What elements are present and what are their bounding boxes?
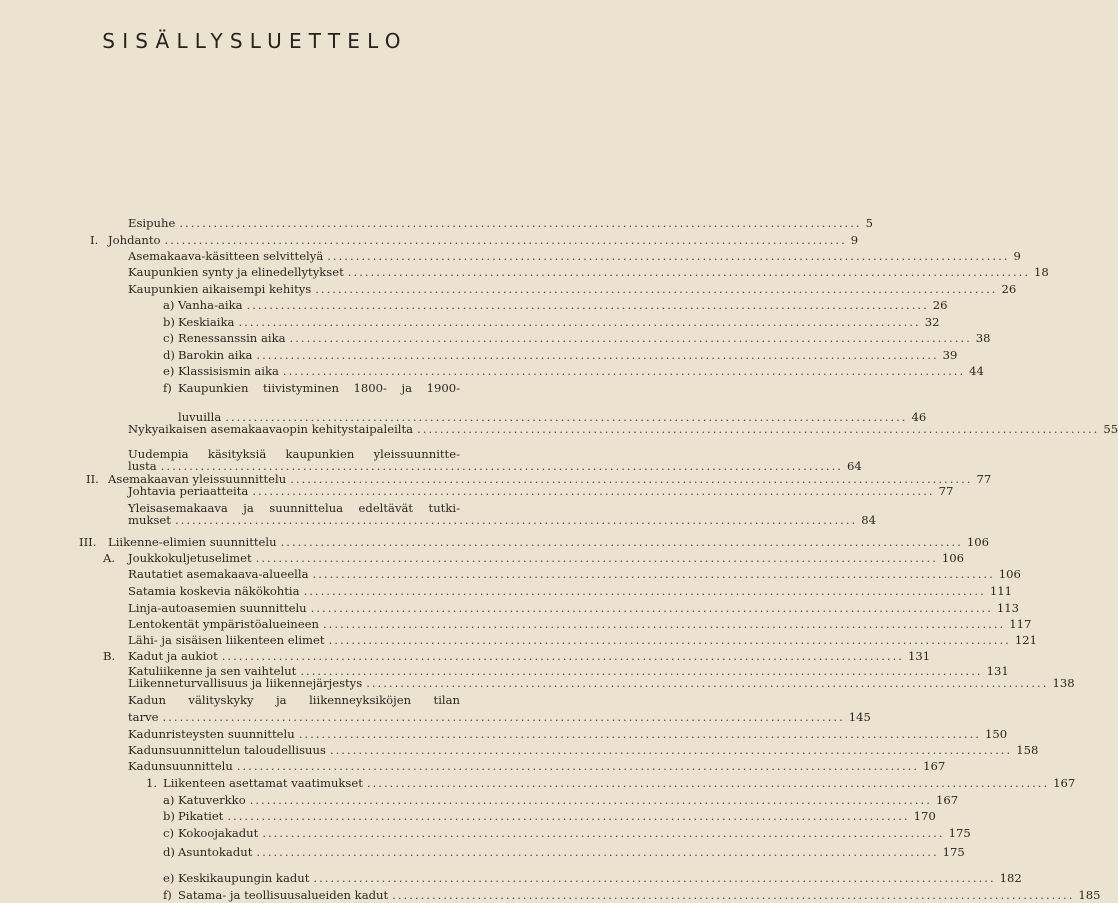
page-number: 182 (999, 871, 1022, 886)
toc-entry (178, 314, 940, 330)
leader-dots: ........................................................................................................................ (313, 871, 996, 886)
leader-dots: ........................................................................................................................ (162, 710, 845, 724)
leader-dots: ........................................................................................................................ (160, 459, 843, 473)
entry-label: Lähi- ja sisäisen liikenteen elimet (128, 633, 325, 647)
entry-label: Barokin aika (178, 348, 253, 362)
toc-entry (178, 347, 958, 363)
leader-dots: ........................................................................................................................ (366, 776, 1050, 790)
entry-label: Vanha-aika (178, 298, 243, 312)
page-number: 84 (861, 513, 876, 527)
entry-label: Satama- ja teollisuusalueiden kadut (178, 888, 389, 902)
entry-label: Kaupunkien aikaisempi kehitys (128, 282, 312, 296)
toc-entry (178, 792, 959, 808)
toc-entry (128, 742, 1039, 758)
page-number: 175 (948, 826, 971, 840)
page-number: 44 (969, 364, 984, 378)
page-number: 138 (1052, 676, 1075, 690)
leader-dots: ........................................................................................................................ (303, 584, 986, 598)
entry-label: Joukkokuljetuselimet (128, 551, 252, 565)
entry-number: B. (103, 649, 116, 663)
toc-entry (128, 215, 873, 231)
entry-label: Johtavia periaatteita (128, 484, 249, 498)
entry-label: Satamia koskevia näkökohtia (128, 584, 300, 598)
entry-label: Liikenne-elimien suunnittelu (108, 535, 277, 549)
entry-label: Klassisismin aika (178, 364, 279, 378)
leader-dots: ........................................................................................................................ (298, 727, 981, 741)
leader-dots: ........................................................................................................................ (310, 601, 993, 615)
entry-label: Liikenteen asettamat vaatimukset (163, 776, 363, 790)
page-title: SISÄLLYSLUETTELO (102, 29, 408, 53)
toc-entry (178, 808, 936, 824)
leader-dots: ........................................................................................................................ (322, 617, 1006, 631)
toc-entry (128, 421, 1118, 437)
entry-number: II. (86, 472, 99, 486)
page-number: 121 (1014, 633, 1037, 647)
leader-dots: ........................................................................................................................ (282, 364, 966, 378)
toc-entry (128, 583, 1012, 599)
leader-dots: ........................................................................................................................ (256, 845, 939, 859)
entry-label: Kadunristeysten suunnittelu (128, 727, 295, 741)
entry-label: Asemakaavan yleissuunnittelu (108, 472, 287, 486)
entry-number: I. (90, 233, 99, 247)
page-number: 9 (850, 233, 859, 247)
entry-label: Kaupunkien synty ja elinedellytykset (128, 265, 344, 279)
toc-entry (178, 887, 1101, 903)
leader-dots: ........................................................................................................................ (221, 649, 904, 663)
entry-number: 1. (146, 776, 158, 790)
toc-entry (178, 870, 1022, 886)
leader-dots: ........................................................................................................................ (290, 472, 973, 486)
leader-dots: ........................................................................................................................ (312, 567, 995, 581)
page-number: 106 (998, 567, 1021, 581)
page-number: 111 (989, 584, 1012, 598)
toc-entry (128, 632, 1037, 648)
page-number: 77 (938, 484, 954, 498)
leader-dots: ........................................................................................................................ (252, 484, 935, 498)
entry-number: e) (163, 871, 175, 886)
toc-entry (128, 648, 931, 664)
toc-entry (128, 483, 954, 499)
entry-label: Asemakaava-käsitteen selvittelyä (128, 249, 324, 263)
entry-number: a) (163, 793, 175, 807)
entry-number: b) (163, 315, 175, 329)
leader-dots: ........................................................................................................................ (164, 233, 847, 247)
leader-dots: ........................................................................................................................ (347, 265, 1031, 279)
entry-label: Kadunsuunnittelun taloudellisuus (128, 743, 326, 757)
entry-number: a) (163, 298, 175, 312)
toc-entry (178, 363, 984, 379)
entry-number: c) (163, 331, 175, 345)
page-number: 18 (1034, 265, 1049, 279)
page-number: 185 (1078, 888, 1101, 902)
entry-label-continuation: tarve (128, 710, 159, 724)
entry-label: Esipuhe (128, 216, 176, 230)
page-number: 167 (923, 759, 946, 773)
leader-dots: ........................................................................................................................ (327, 249, 1010, 263)
page-number: 150 (984, 727, 1008, 741)
entry-label: Renessanssin aika (178, 331, 286, 345)
toc-entry (128, 758, 946, 774)
entry-number: c) (163, 826, 175, 840)
entry-number: e) (163, 364, 175, 378)
page-number: 106 (941, 551, 965, 565)
entry-label: Yleisasemakaava ja suunnittelua edeltävät tutki- (128, 501, 460, 515)
entry-label: Nykyaikaisen asemakaavaopin kehitystaipaleilta (128, 422, 414, 436)
entry-label: Lentokentät ympäristöalueineen (128, 617, 319, 631)
leader-dots: ........................................................................................................................ (366, 676, 1049, 690)
toc-entry (178, 825, 971, 841)
leader-dots: ........................................................................................................................ (329, 743, 1013, 757)
entry-label: Keskikaupungin kadut (178, 871, 310, 886)
toc-entry (178, 297, 948, 313)
entry-label: Kokoojakadut (178, 826, 259, 840)
leader-dots: ........................................................................................................................ (227, 809, 910, 823)
page-number: 145 (848, 710, 871, 724)
leader-dots: ........................................................................................................................ (249, 793, 932, 807)
leader-dots: ........................................................................................................................ (174, 513, 858, 527)
entry-number: d) (163, 348, 175, 362)
toc-entry (128, 566, 1021, 582)
leader-dots: ........................................................................................................................ (315, 282, 998, 296)
entry-number: f) (163, 888, 172, 902)
page-number: 5 (865, 216, 873, 230)
entry-label: Kadun välityskyky ja liikenneyksiköjen tilan (128, 693, 460, 707)
entry-number: A. (103, 551, 116, 565)
entry-label: Pikatiet (178, 809, 224, 823)
entry-number: b) (163, 809, 175, 823)
page-number: 167 (1053, 776, 1076, 790)
page-number: 46 (911, 410, 927, 424)
page-number: 158 (1016, 743, 1039, 757)
toc-entry (128, 512, 876, 528)
entry-label: Keskiaika (178, 315, 235, 329)
entry-label: Katuverkko (178, 793, 246, 807)
toc-entry (128, 281, 1017, 297)
toc-entry (128, 726, 1008, 742)
page-number: 26 (1001, 282, 1017, 296)
page-number: 55 (1103, 422, 1118, 436)
toc-entry (128, 675, 1075, 691)
leader-dots: ........................................................................................................................ (256, 348, 939, 362)
entry-label: Asuntokadut (178, 845, 253, 859)
toc-entry (108, 534, 989, 550)
entry-label: Liikenneturvallisuus ja liikennejärjestys (128, 676, 363, 690)
entry-label-continuation: lusta (128, 459, 157, 473)
toc-entry (128, 709, 871, 725)
leader-dots: ........................................................................................................................ (300, 664, 983, 678)
toc-entry (128, 264, 1049, 280)
entry-label-continuation: mukset (128, 513, 171, 527)
toc-entry (163, 775, 1076, 791)
page-number: 9 (1013, 249, 1021, 263)
page-number: 64 (846, 459, 862, 473)
page-number: 39 (942, 348, 958, 362)
toc-entry (178, 844, 965, 860)
entry-label: Kadut ja aukiot (128, 649, 218, 663)
page-number: 167 (935, 793, 959, 807)
leader-dots: ........................................................................................................................ (289, 331, 972, 345)
entry-label: Johdanto (108, 233, 161, 247)
leader-dots: ........................................................................................................................ (255, 551, 938, 565)
entry-label: Kaupunkien tiivistyminen 1800- ja 1900- (178, 381, 460, 395)
leader-dots: ........................................................................................................................ (246, 298, 929, 312)
entry-label: Kadunsuunnittelu (128, 759, 233, 773)
entry-label: Katuliikenne ja sen vaihtelut (128, 664, 297, 678)
page-number: 131 (986, 664, 1009, 678)
toc-entry (128, 600, 1020, 616)
entry-number: f) (163, 381, 172, 395)
toc-entry (128, 248, 1021, 264)
page-number: 38 (975, 331, 991, 345)
leader-dots: ........................................................................................................................ (238, 315, 921, 329)
entry-label: Rautatiet asemakaava-alueella (128, 567, 309, 581)
toc-entry (108, 232, 859, 248)
leader-dots: ........................................................................................................................ (225, 410, 908, 424)
entry-number: d) (163, 845, 175, 859)
leader-dots: ........................................................................................................................ (236, 759, 920, 773)
page-number: 77 (976, 472, 992, 486)
page-number: 131 (908, 649, 931, 663)
entry-label: Uudempia käsityksiä kaupunkien yleissuunnitte- (128, 447, 460, 461)
toc-entry (178, 330, 991, 346)
leader-dots: ........................................................................................................................ (392, 888, 1075, 902)
leader-dots: ........................................................................................................................ (262, 826, 945, 840)
page-number: 175 (942, 845, 965, 859)
entry-label-continuation: luvuilla (178, 410, 222, 424)
leader-dots: ........................................................................................................................ (328, 633, 1011, 647)
page-number: 117 (1009, 617, 1032, 631)
page-number: 26 (932, 298, 948, 312)
page-number: 113 (996, 601, 1020, 615)
page-number: 32 (924, 315, 940, 329)
entry-number: III. (79, 535, 97, 549)
leader-dots: ........................................................................................................................ (280, 535, 963, 549)
toc-entry (128, 616, 1032, 632)
leader-dots: ........................................................................................................................ (417, 422, 1100, 436)
page-number: 170 (913, 809, 936, 823)
entry-label: Linja-autoasemien suunnittelu (128, 601, 307, 615)
page-number: 106 (966, 535, 989, 549)
toc-entry (128, 550, 965, 566)
leader-dots: ........................................................................................................................ (179, 216, 862, 230)
